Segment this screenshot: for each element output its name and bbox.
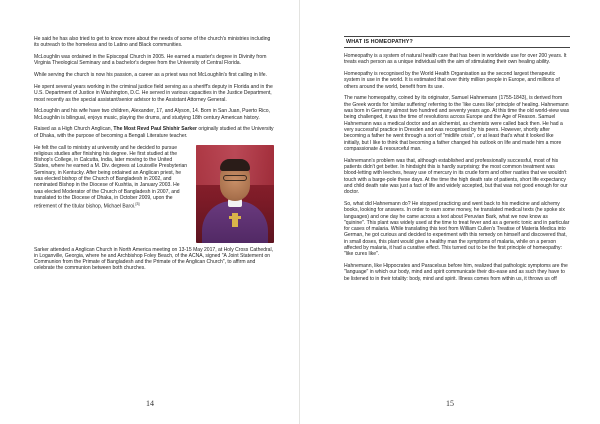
section-heading: WHAT IS HOMEOPATHY? bbox=[344, 36, 570, 48]
page-number-right: 15 bbox=[446, 399, 454, 408]
paragraph: Hahnemann, like Hippocrates and Paracelsus before him, realized that pathologic symptoms are the "language" in which our body, mind and spirit communicate their dis-ease and as such they have to be listened to in their totality: body, mind and spirit. Illness comes from within us, it throws us off bbox=[344, 263, 568, 282]
paragraph: McLoughlin and his wife have two children, Alexander, 17, and Alyson, 14. Born in San Juan, Puerto Rico, McLoughlin is bilingual, enjoys music, playing the drums, and studying 18th century American history. bbox=[34, 108, 270, 121]
bio-intro-rest: originally studied at the University of Dhaka, with the purpose of becoming a Bengali Literature teacher. bbox=[34, 126, 274, 139]
paragraph: Homeopathy is a system of natural health care that has been in worldwide use for over 200 years. It treats each person as a unique individual with the aim of stimulating their own healing ability. bbox=[344, 53, 567, 66]
page-number-left: 14 bbox=[146, 399, 154, 408]
paragraph: Homeopathy is recognised by the World Health Organisation as the second largest therapeutic system in use in the world. It is estimated that over thirty million people in Europe, and millions of others around the world, benefit from its use. bbox=[344, 71, 560, 90]
bio-intro-paragraph bbox=[34, 126, 274, 139]
bio-section bbox=[34, 145, 274, 247]
bio-intro-text: Raised as a High Church Anglican, bbox=[34, 126, 114, 133]
paragraph: While serving the church is now his passion, a career as a priest was not McLoughlin's first calling in life. bbox=[34, 72, 267, 79]
paragraph: The name homeopathy, coined by its originator, Samuel Hahnemann (1755-1843), is derived from the Greek words for 'similar suffering' referring to the 'like cures like' principle of healing. Hahnemann was born in Germany almost two hundred and seventy years ago. At this time the old world-view was being challenged, it was the time of revolutions across Europe and the Age of Reason. Samuel Hahnemann was a medical doctor and an alchemist, as chemists were called back then. He had a very successful practice in Dresden and was recognised by his peers. However, shortly after becoming a father he went through a sort of "midlife crisis", or at least that's what it looked like initially, but I like to think that becoming a father changed his outlook on life and made him a more compassionate & resourceful man. bbox=[344, 95, 570, 152]
paragraph: So, what did Hahnemann do? He stopped practicing and went back to his medicine and alchemy books, looking for answers. In order to earn some money, he translated medical texts (he spoke six languages) and one day he came across a text about Peruvian Bark, what we now know as "quinine". This plant was widely used at the time to treat fever and as a generic tonic and in particular for cases of malaria. While translating this text from William Cullen's Treatise of Materia Medica into German, he got curious and decided to experiment with this remedy on himself and discovered that, in small doses, this plant would give a healthy man the symptoms of malaria, while on a person affected by malaria, it had a curative effect. This turned out to be the first principle of homeopathy: "like cures like". bbox=[344, 200, 570, 258]
paragraph: He said he has also tried to get to know more about the needs of some of the church's ministries including its outreach to the homeless and to Latino and Black communities. bbox=[34, 36, 271, 49]
paragraph: McLoughlin was ordained in the Episcopal Church in 2005. He earned a master's degree in Divinity from Virginia Theological Seminary and a bachelor's degree from the University of Central Florida. bbox=[34, 54, 267, 67]
paragraph: He spent several years working in the criminal justice field serving as a sheriff's deputy in Florida and in the U.S. Department of Justice in Washington, D.C. He served in various capacities in the Justice Department, most recently as the special assistant/senior advisor to the Assistant Attorney General. bbox=[34, 83, 273, 103]
bishop-portrait-photo bbox=[196, 145, 274, 243]
footnote-marker[interactable]: [3] bbox=[135, 202, 140, 207]
paragraph: Hahnemann's problem was that, although established and professionally successful, most of his patients didn't get better. In hindsight this is hardly surprising: the most common treatment was blood-letting with leeches, heavy use of mercury in its crude form and other nasties that we wouldn't touch with a barge-pole these days. At the time the high death rate of patients, short life expectancy and child death rate was just a fact of life and widely accepted, but that was not good enough for our doctor. bbox=[344, 157, 568, 196]
right-page bbox=[300, 0, 600, 424]
bishop-name: The Most Revd Paul Shishir Sarker bbox=[113, 126, 197, 133]
bio-body-text: He felt the call to ministry at university and he decided to pursue religious studies after finishing his degree. He first studied at the Bishop's College, in Calcutta, India, later moving to the United States, where he earned a M. Div. degrees at Louisville Presbyterian Seminary, in Kentucky. After being ordained an Anglican priest, he was elected bishop of the Church of Bangladesh in 2002, and nominated Bishop in the Diocese of Kushtia, in January 2003. He was elected Moderator of the Church of Bangladesh in 2007, and translated to the Diocese of Dhaka, in October 2009, upon the retirement of the titular bishop, Michael Baroi. bbox=[34, 144, 188, 210]
paragraph: Sarker attended a Anglican Church in North America meeting on 13-15 May 2017, at Holy Cross Cathedral, in Loganville, Georgia, where he and Archbishop Foley Beach, of the ACNA, signed "A Joint Statement on Communion from the Primate of Bangladesh and the Primate of the Anglican Church", to affirm and celebrate the communion between both churches. bbox=[34, 246, 274, 272]
